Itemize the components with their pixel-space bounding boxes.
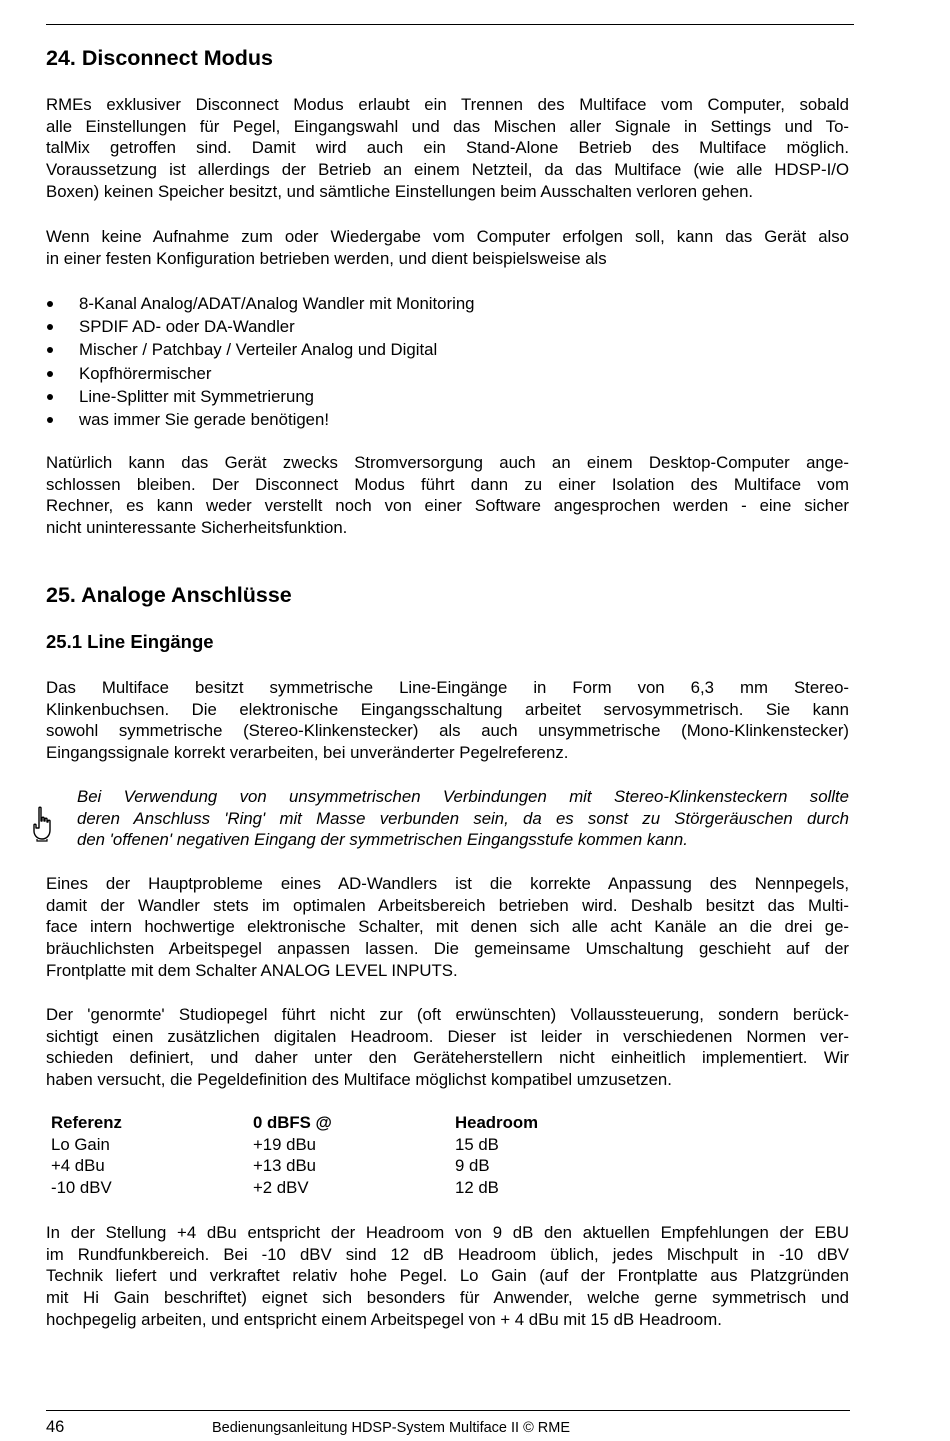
level-reference-table — [51, 1112, 615, 1199]
text-line: schieden definiert, und daher unter den Geräteherstellern nicht einheitlich implementiert. Wir — [46, 1048, 849, 1068]
table-cell: +4 dBu — [51, 1156, 105, 1176]
table-header-row — [51, 1112, 615, 1134]
use-case-list — [46, 292, 475, 431]
section-24-paragraph-2 — [46, 226, 849, 269]
text-line: Technik liefert und verkraftet relativ hohe Pegel. Lo Gain (auf der Frontplatte aus Platzgründen — [46, 1266, 849, 1286]
note-line: deren Anschluss 'Ring' mit Masse verbunden sein, da es sonst zu Störgeräuschen durch — [77, 808, 849, 828]
text-line: bräuchlichsten Arbeitspegel anpassen lassen. Die gemeinsame Umschaltung geschieht auf der — [46, 939, 849, 959]
text-line: nicht uninteressante Sicherheitsfunktion. — [46, 518, 348, 538]
table-cell: Lo Gain — [51, 1134, 110, 1154]
list-item — [46, 338, 475, 361]
list-item-text: SPDIF AD- oder DA-Wandler — [79, 317, 295, 337]
text-line: Klinkenbuchsen. Die elektronische Eingangsschaltung arbeitet servosymmetrisch. Sie kann — [46, 699, 849, 719]
text-line: talMix getroffen sind. Damit wird auch ein Stand-Alone Betrieb des Multiface möglich. — [46, 138, 849, 158]
list-item — [46, 385, 475, 408]
text-line: Eines der Hauptprobleme eines AD-Wandlers ist die korrekte Anpassung des Nennpegels, — [46, 874, 849, 893]
list-item — [46, 315, 475, 338]
bullet-icon — [47, 301, 53, 307]
text-line: Frontplatte mit dem Schalter ANALOG LEVEL INPUTS. — [46, 960, 458, 980]
table-cell: 9 dB — [455, 1156, 490, 1176]
text-line: sichtigt einen zusätzlichen digitalen Headroom. Dieser ist leider in verschiedenen Normen ver- — [46, 1026, 849, 1046]
text-line: Das Multiface besitzt symmetrische Line-Eingänge in Form von 6,3 mm Stereo- — [46, 678, 849, 697]
list-item-text: 8-Kanal Analog/ADAT/Analog Wandler mit Monitoring — [79, 294, 475, 313]
section-24-paragraph-1 — [46, 94, 849, 203]
text-line: hochpegelig arbeiten, und entspricht einem Arbeitspegel von + 4 dBu mit 15 dB Headroom. — [46, 1309, 722, 1329]
page-number: 46 — [46, 1418, 65, 1436]
text-line: damit der Wandler stets im optimalen Arbeitsbereich betrieben wird. Deshalb besitzt das Multi- — [46, 895, 849, 915]
table-row — [51, 1134, 615, 1156]
text-line: Wenn keine Aufnahme zum oder Wiedergabe vom Computer erfolgen soll, kann das Gerät also — [46, 227, 849, 246]
note-callout — [77, 786, 849, 851]
section-24-paragraph-3 — [46, 452, 849, 539]
text-line: Der 'genormte' Studiopegel führt nicht zur (oft erwünschten) Vollaussteuerung, sondern berück- — [46, 1005, 849, 1024]
section-25-paragraph-1 — [46, 677, 849, 764]
pointing-hand-icon — [30, 806, 54, 842]
list-item — [46, 362, 475, 385]
text-line: Natürlich kann das Gerät zwecks Stromversorgung auch an einem Desktop-Computer ange- — [46, 453, 849, 472]
top-rule — [46, 24, 854, 25]
section-24-heading: 24. Disconnect Modus — [46, 46, 273, 70]
text-line: mit Hi Gain beschriftet) eignet sich besonders für Anwender, welche gerne symmetrisch und — [46, 1288, 849, 1308]
section-25-1-heading: 25.1 Line Eingänge — [46, 631, 214, 652]
footer-rule — [46, 1410, 850, 1411]
table-cell: -10 dBV — [51, 1178, 112, 1198]
list-item-text: Mischer / Patchbay / Verteiler Analog und Digital — [79, 340, 438, 360]
column-header: Headroom — [455, 1113, 538, 1132]
bullet-icon — [47, 347, 53, 353]
list-item — [46, 408, 475, 431]
section-25-paragraph-4 — [46, 1222, 849, 1331]
section-25-heading: 25. Analoge Anschlüsse — [46, 583, 292, 607]
text-line: face intern hochwertige elektronische Schalter, mit denen sich alle acht Kanäle an die drei ge- — [46, 917, 849, 937]
list-item-text: was immer Sie gerade benötigen! — [79, 409, 329, 429]
note-line: den 'offenen' negativen Eingang der symmetrischen Eingangsstufe kommen kann. — [77, 830, 688, 850]
list-item — [46, 292, 475, 315]
table-row — [51, 1155, 615, 1177]
bullet-icon — [47, 394, 53, 400]
text-line: Eingangssignale korrekt verarbeiten, bei unveränderter Pegelreferenz. — [46, 743, 569, 763]
column-header: 0 dBFS @ — [253, 1113, 332, 1132]
table-cell: 15 dB — [455, 1134, 499, 1154]
list-item-text: Line-Splitter mit Symmetrierung — [79, 386, 315, 406]
table-row — [51, 1177, 615, 1199]
text-line: schlossen bleiben. Der Disconnect Modus führt dann zu einer Isolation des Multiface vom — [46, 474, 849, 494]
text-line: RMEs exklusiver Disconnect Modus erlaubt ein Trennen des Multiface vom Computer, sobald — [46, 95, 849, 114]
list-item-text: Kopfhörermischer — [79, 363, 212, 383]
text-line: im Rundfunkbereich. Bei -10 dBV sind 12 dB Headroom üblich, jedes Mischpult in -10 dBV — [46, 1244, 849, 1264]
bullet-icon — [47, 371, 53, 377]
text-line: Rechner, es kann weder verstellt noch von einer Software angesprochen werden - eine sicher — [46, 496, 849, 516]
table-cell: +19 dBu — [253, 1134, 316, 1154]
bullet-icon — [47, 417, 53, 423]
footer-title: Bedienungsanleitung HDSP-System Multiface II © RME — [212, 1420, 571, 1436]
column-header: Referenz — [51, 1113, 122, 1132]
bullet-icon — [47, 324, 53, 330]
text-line: In der Stellung +4 dBu entspricht der Headroom von 9 dB den aktuellen Empfehlungen der EBU — [46, 1223, 849, 1242]
text-line: Boxen) keinen Speicher besitzt, und sämtliche Einstellungen beim Ausschalten verloren gehen. — [46, 181, 754, 201]
text-line: in einer festen Konfiguration betrieben werden, und dient beispielsweise als — [46, 248, 607, 268]
section-25-paragraph-3 — [46, 1004, 849, 1091]
text-line: haben versucht, die Pegeldefinition des Multiface möglichst kompatibel umzusetzen. — [46, 1070, 672, 1090]
section-25-paragraph-2 — [46, 873, 849, 982]
table-cell: +2 dBV — [253, 1178, 309, 1198]
text-line: Voraussetzung ist allerdings der Betrieb an einem Netzteil, da das Multiface (wie alle HDSP-I/O — [46, 160, 849, 180]
table-cell: 12 dB — [455, 1178, 499, 1198]
table-cell: +13 dBu — [253, 1156, 316, 1176]
note-line: Bei Verwendung von unsymmetrischen Verbindungen mit Stereo-Klinkensteckern sollte — [77, 787, 849, 806]
text-line: alle Einstellungen für Pegel, Eingangswahl und das Mischen aller Signale in Settings und To- — [46, 116, 849, 136]
text-line: sowohl symmetrische (Stereo-Klinkenstecker) als auch unsymmetrische (Mono-Klinkenstecker) — [46, 721, 849, 741]
